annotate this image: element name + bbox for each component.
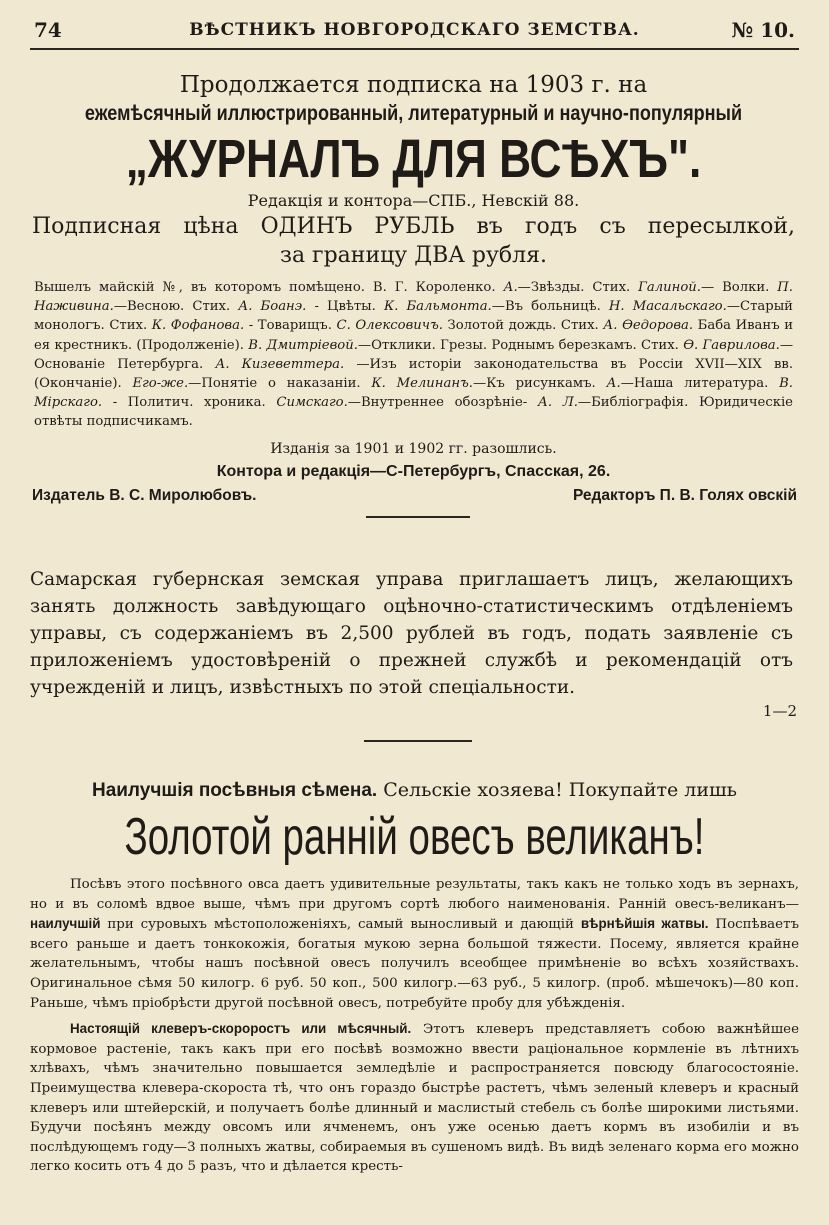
seeds-heading: Наилучшія посѣвныя сѣмена. Сельскіе хозяева! Покупайте лишь xyxy=(91,779,738,801)
journal-description: ежемѣсячный иллюстрированный, литературный и научно-популярный xyxy=(84,102,743,125)
page-number: 74 xyxy=(34,18,62,42)
subscription-line: Продолжается подписка на 1903 г. на xyxy=(179,72,648,98)
seeds-paragraph-clover: Настоящій клеверъ-скороростъ или мѣсячный. Этотъ клеверъ представляетъ собою важнѣйшее кормовое растеніе, такъ какъ при его посѣвѣ возможно ввести раціональное кормленіе въ лѣтнихъ хлѣвахъ, чѣмъ значительно повышается земледѣліе и распространяется повсюду благосостояніе. Преимущества клевера-скороста тѣ, что онъ гораздо быстрѣе растетъ, чѣмъ зеленый клеверъ и красный клеверъ или штейерскій, и получаетъ болѣе длинный и маслистый стебель съ болѣе широкими листьями. Будучи посѣянъ между овсомъ или ячменемъ, онъ уже осенью даетъ кормъ въ изобиліи и въ послѣдующемъ году—3 полныхъ жатвы, собираемыя въ сушеномъ видѣ. Въ видѣ зеленаго корма его можно легко косить отъ 4 до 5 разъ, что и дѣлается кресть- xyxy=(30,1021,799,1175)
seeds-advertisement xyxy=(30,776,799,1177)
section-divider xyxy=(364,740,472,742)
foreign-price-line: за границу ДВА рубля. xyxy=(279,243,548,268)
issue-number: № 10. xyxy=(731,18,795,42)
office-address: Контора и редакція—С-Петербургъ, Спасская, 26. xyxy=(216,462,611,480)
price-line: Подписная цѣна ОДИНЪ РУБЛЬ въ годъ съ пересылкой, xyxy=(32,214,795,239)
editorial-address: Редакція и контора—СПБ., Невскій 88. xyxy=(247,191,580,210)
editions-note: Изданія за 1901 и 1902 гг. разошлись. xyxy=(270,440,557,457)
samara-advertisement xyxy=(30,566,797,721)
samara-ref: 1—2 xyxy=(762,702,797,720)
credits-line xyxy=(28,484,799,510)
issue-contents: Вышелъ майскій №, въ которомъ помѣщено. В. Г. Короленко. А.—Звѣзды. Стих. Галиной.— Волки. П. Наживина.—Весною. Стих. А. Боанэ. - Цвѣты. К. Бальмонта.—Въ больницѣ. Н. Масальскаго.—Старый монологъ. Стих. К. Фофанова. - Товарищъ. С. Олексовичъ. Золотой дождь. Стих. А. Өедорова. Баба Иванъ и ея крестникъ. (Продолженіе). В. Дмитріевой.—Отклики. Грезы. Роднымъ березкамъ. Стих. Ө. Гаврилова.— Основаніе Петербурга. А. Кизеветтера. —Изъ исторіи законодательства въ Россіи XVII—XIX вв. (Окончаніе). Его-же.—Понятіе о наказаніи. К. Мелинанъ.—Къ рисункамъ. А.—Наша литература. В. Мірскаго. - Политич. хроника. Симскаго.—Внутреннее обозрѣніе- А. Л.—Библіографія. Юридическіе отвѣты подписчикамъ. xyxy=(34,280,794,430)
page-header xyxy=(30,18,799,46)
seeds-title: Золотой ранній овесъ великанъ! xyxy=(124,808,705,866)
samara-text: Самарская губернская земская управа приглашаетъ лицъ, желающихъ занять должность завѣдующаго оцѣночно-статистическимъ отдѣленіемъ управы, съ содержаніемъ въ 2,500 рублей въ годъ, подать заявленіе съ приложеніемъ удостовѣреній о прежней службѣ и рекомендацій отъ учрежденій и лицъ, извѣстныхъ по этой спеціальности. xyxy=(30,569,793,698)
seeds-paragraph-oats: Посѣвъ этого посѣвного овса даетъ удивительные результаты, такъ какъ не только ходъ въ зернахъ, но и въ соломѣ вдвое выше, чѣмъ при другомъ сортѣ любого наименованія. Ранній овесъ-великанъ— наилучшій при суровыхъ мѣстоположеніяхъ, самый выносливый и дающій вѣрнѣйшія жатвы. Поспѣваетъ всего раньше и даетъ тонкокожія, богатыя мукою зерна большой тяжести. Посему, является крайне желательнымъ, чтобы нашъ посѣвной овесъ получилъ всеобщее примѣненіе во всѣхъ хозяйствахъ. Оригинальное сѣмя 50 килогр. 6 руб. 50 коп., 500 килогр.—63 руб., 5 килогр. (проб. мѣшечокъ)—80 коп. Раньше, чѣмъ пріобрѣсти другой посѣвной овесъ, потребуйте пробу для убѣжденія. xyxy=(30,877,800,1011)
journal-advertisement xyxy=(28,70,799,510)
journal-title: „ЖУРНАЛЪ ДЛЯ ВСѢХЪ". xyxy=(125,129,702,189)
editor: Редакторъ П. В. Голях овскій xyxy=(572,486,797,504)
publisher: Издатель В. С. Миролюбовъ. xyxy=(32,486,257,504)
section-divider xyxy=(366,516,470,518)
running-title: ВѢСТНИКЪ НОВГОРОДСКАГО ЗЕМСТВА. xyxy=(189,20,640,40)
header-rule xyxy=(30,48,799,50)
